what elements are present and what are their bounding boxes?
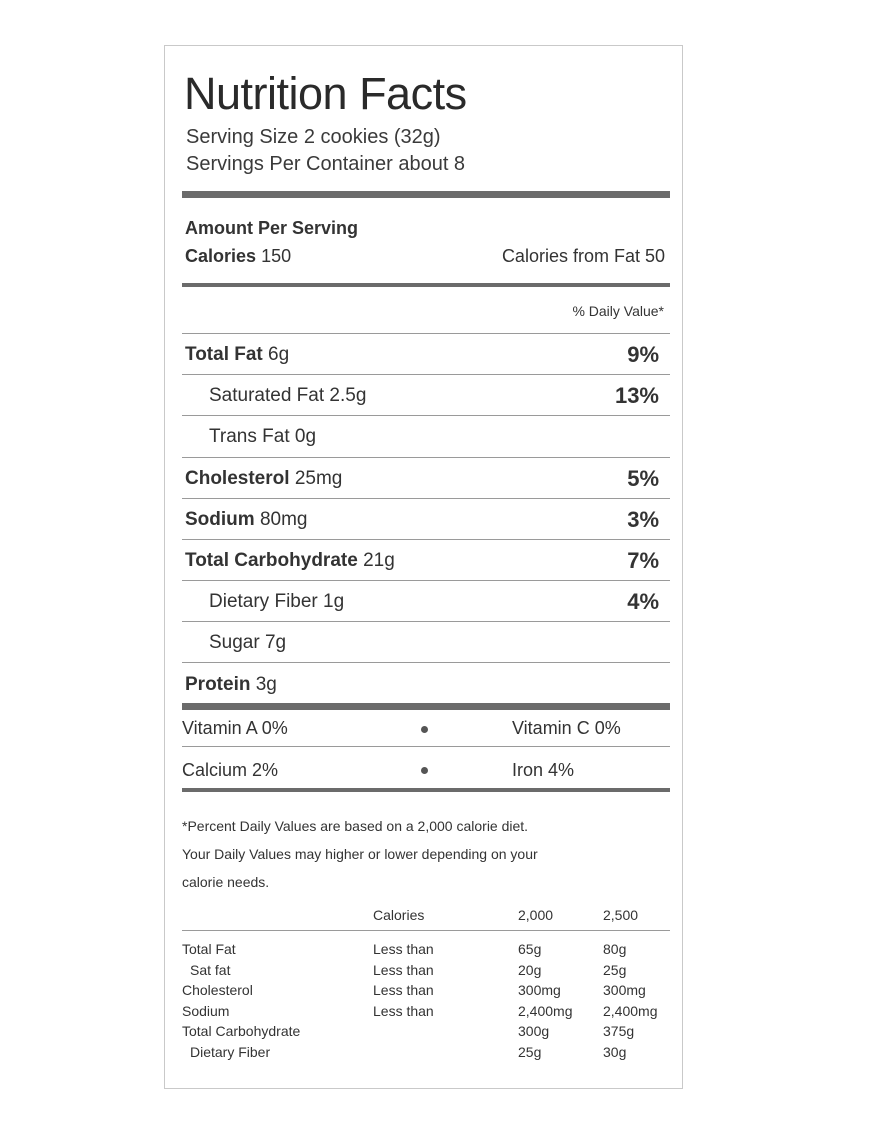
calories-from-fat: Calories from Fat 50	[501, 246, 665, 266]
nutrient-amount: 21g	[363, 550, 395, 571]
nutrient-name: Total Carbohydrate	[185, 550, 358, 571]
table-cell: 300g	[518, 1023, 550, 1039]
nutrient-name: Cholesterol	[185, 468, 290, 489]
table-2500-column	[603, 939, 657, 1062]
row-divider	[182, 580, 670, 581]
iron: Iron 4%	[512, 760, 575, 780]
table-cell: 65g	[518, 941, 542, 957]
nutrient-amount: 1g	[323, 591, 345, 612]
nutrient-name: Sodium	[185, 509, 255, 530]
table-header-calories: Calories	[373, 907, 425, 923]
nutrient-pct: 9%	[627, 342, 659, 367]
nutrient-row-cholesterol	[185, 468, 659, 490]
table-cell: Cholesterol	[182, 982, 253, 998]
table-cell: Dietary Fiber	[190, 1043, 271, 1060]
table-cell: 2,400mg	[603, 1002, 658, 1019]
table-2000-column	[518, 939, 572, 1062]
nutrient-row-total-fat	[185, 344, 659, 366]
nutrient-amount: 25mg	[294, 468, 343, 489]
table-header-2000: 2,000	[518, 907, 554, 923]
table-cell: 2,400mg	[518, 1002, 573, 1019]
nutrient-amount: 2.5g	[329, 385, 367, 406]
nutrient-row-sugar	[209, 632, 659, 654]
table-cell: Less than	[373, 941, 434, 957]
row-divider	[182, 930, 670, 931]
servings-per-container: Servings Per Container about 8	[186, 153, 466, 175]
serving-size: Serving Size 2 cookies (32g)	[186, 126, 441, 148]
calories-label: Calories	[185, 246, 257, 266]
row-divider	[182, 539, 670, 540]
footnote	[182, 812, 652, 896]
calories-value: 150	[261, 246, 292, 266]
bullet-icon	[421, 767, 428, 774]
bullet-icon	[421, 726, 428, 733]
table-cell: Less than	[373, 961, 434, 978]
amount-per-serving: Amount Per Serving	[185, 218, 359, 238]
table-cell: 30g	[603, 1043, 627, 1060]
label-title: Nutrition Facts	[184, 68, 467, 119]
nutrient-pct: 4%	[627, 589, 659, 614]
nutrient-row-sodium	[185, 509, 659, 531]
nutrient-pct: 3%	[627, 507, 659, 532]
row-divider	[182, 498, 670, 499]
row-divider	[182, 374, 670, 375]
footnote-line: *Percent Daily Values are based on a 2,000 calorie diet.	[182, 818, 529, 834]
nutrient-row-dietary-fiber	[209, 591, 659, 613]
table-cell: Total Carbohydrate	[182, 1023, 301, 1039]
row-divider	[182, 457, 670, 458]
nutrient-row-total-carbohydrate	[185, 550, 659, 572]
table-cell: 375g	[603, 1023, 635, 1039]
table-cell: Total Fat	[182, 941, 236, 957]
table-header-2500: 2,500	[603, 907, 639, 923]
nutrient-name: Saturated Fat	[209, 385, 325, 406]
table-cell: 300mg	[603, 982, 646, 998]
row-divider	[182, 621, 670, 622]
nutrient-name: Total Fat	[185, 344, 263, 365]
nutrient-pct: 5%	[627, 466, 659, 491]
table-cell: 80g	[603, 941, 627, 957]
nutrient-name: Trans Fat	[209, 426, 290, 447]
nutrient-row-saturated-fat	[209, 385, 659, 407]
table-cell: Sat fat	[190, 961, 231, 978]
table-cell: 20g	[518, 961, 542, 978]
row-divider	[182, 333, 670, 334]
nutrient-row-protein	[185, 674, 659, 696]
footnote-line: calorie needs.	[182, 874, 270, 890]
nutrient-amount: 3g	[255, 674, 277, 695]
thick-divider	[182, 191, 670, 198]
nutrition-facts-label	[164, 45, 683, 1089]
medium-divider	[182, 283, 670, 287]
table-cell: 25g	[603, 961, 627, 978]
table-nutrient-column	[182, 939, 300, 1062]
nutrient-amount: 6g	[268, 344, 290, 365]
nutrient-name: Dietary Fiber	[209, 591, 318, 612]
calcium: Calcium 2%	[182, 760, 279, 780]
vitamin-a: Vitamin A 0%	[182, 718, 288, 738]
nutrient-amount: 0g	[294, 426, 317, 447]
table-cell: Less than	[373, 982, 434, 998]
nutrient-amount: 80mg	[259, 509, 308, 530]
table-cell: 300mg	[518, 982, 561, 998]
nutrient-name: Sugar	[209, 632, 260, 653]
nutrient-row-trans-fat	[209, 426, 659, 448]
vitamin-c: Vitamin C 0%	[512, 718, 621, 738]
table-cell: Sodium	[182, 1002, 230, 1019]
thick-divider	[182, 703, 670, 710]
row-divider	[182, 415, 670, 416]
medium-divider	[182, 788, 670, 792]
table-cell: Less than	[373, 1002, 434, 1019]
daily-value-header: % Daily Value*	[572, 303, 664, 319]
table-cell: 25g	[518, 1043, 542, 1060]
table-limit-column	[373, 939, 434, 1021]
nutrient-amount: 7g	[264, 632, 287, 653]
nutrient-pct: 13%	[614, 383, 659, 408]
nutrient-pct: 7%	[627, 548, 659, 573]
calories-row	[185, 246, 665, 267]
row-divider	[182, 662, 670, 663]
row-divider	[182, 746, 670, 747]
footnote-line: Your Daily Values may higher or lower depending on your	[182, 846, 538, 862]
nutrient-name: Protein	[185, 674, 251, 695]
